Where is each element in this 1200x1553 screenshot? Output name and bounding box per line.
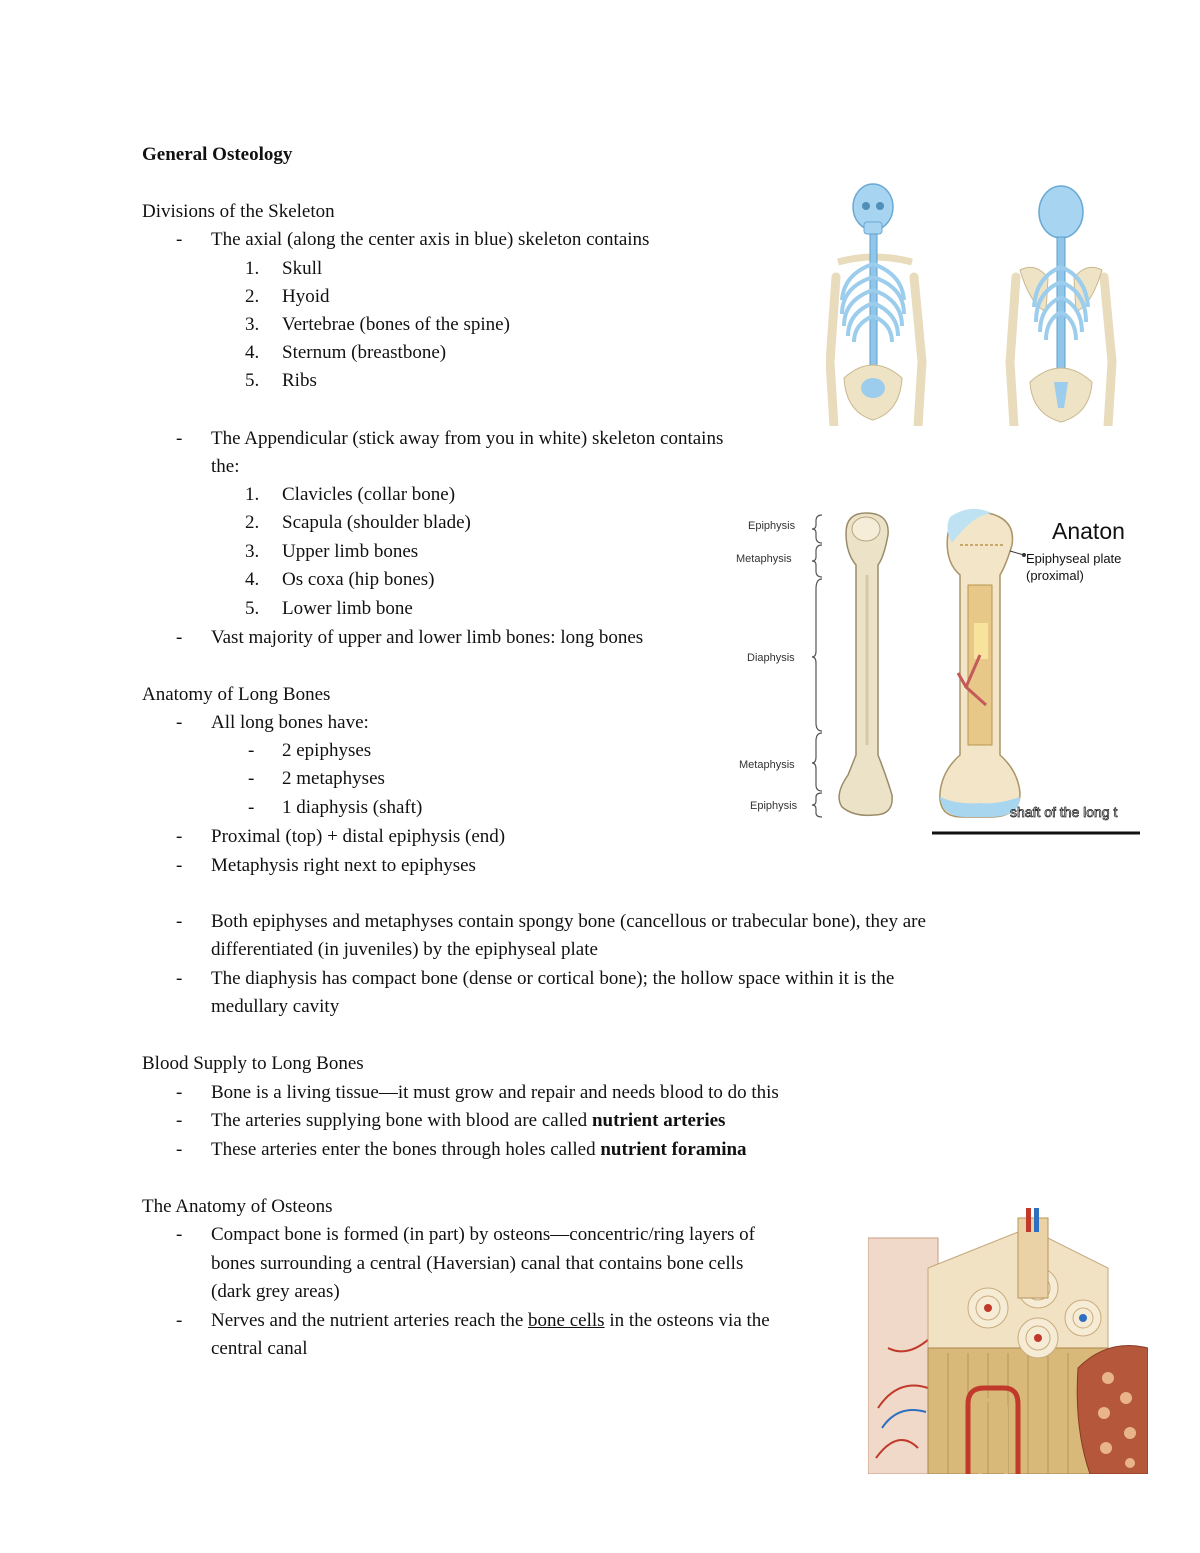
section-heading-divisions: Divisions of the Skeleton [142, 201, 335, 222]
list-number: 3. [245, 314, 260, 335]
figure-title-fragment: Anaton [1052, 518, 1125, 544]
bullet-dash: - [176, 911, 183, 932]
bullet-dash: - [176, 229, 183, 250]
blood-note-foramina: These arteries enter the bones through holes called nutrient foramina [211, 1139, 747, 1160]
humerus-bone [839, 513, 892, 815]
bone-cross-section [940, 509, 1020, 817]
label-epiphyseal-plate: Epiphyseal plate [1026, 551, 1122, 566]
section-heading-osteons: The Anatomy of Osteons [142, 1196, 333, 1217]
long-bones-note: Vast majority of upper and lower limb bones: long bones [211, 627, 644, 648]
list-item: 1 diaphysis (shaft) [282, 797, 423, 818]
list-number: 2. [245, 286, 260, 307]
bullet-dash: - [176, 855, 183, 876]
list-number: 4. [245, 569, 260, 590]
bullet-dash: - [176, 968, 183, 989]
skeleton-back [1010, 186, 1112, 426]
list-number: 2. [245, 512, 260, 533]
label-diaphysis: Diaphysis [747, 652, 795, 664]
osteon-note: Compact bone is formed (in part) by osteons—concentric/ring layers of [211, 1224, 755, 1245]
list-item: Skull [282, 258, 323, 279]
osteon-note-cont: (dark grey areas) [211, 1281, 340, 1302]
list-number: 4. [245, 342, 260, 363]
list-item: Vertebrae (bones of the spine) [282, 314, 510, 335]
list-item: Sternum (breastbone) [282, 342, 447, 363]
axial-intro: The axial (along the center axis in blue) skeleton contains [211, 229, 650, 250]
blood-note-arteries: The arteries supplying bone with blood are called nutrient arteries [211, 1110, 726, 1131]
list-number: 5. [245, 370, 260, 391]
label-plate-proximal: (proximal) [1026, 568, 1084, 583]
skeleton-figure [826, 182, 1120, 426]
compact-note: The diaphysis has compact bone (dense or cortical bone); the hollow space within it is the [211, 968, 895, 989]
term-bone-cells: bone cells [528, 1310, 605, 1331]
bullet-dash: - [176, 1139, 183, 1160]
long-bone-figure [734, 505, 1140, 837]
long-bones-have: All long bones have: [211, 712, 369, 733]
osteon-note-cont: bones surrounding a central (Haversian) canal that contains bone cells [211, 1253, 744, 1274]
label-epiphysis-top: Epiphysis [748, 520, 796, 532]
bullet-dash: - [176, 1110, 183, 1131]
bullet-dash: - [176, 428, 183, 449]
list-item: Os coxa (hip bones) [282, 569, 435, 590]
figure-caption-fragment: shaft of the long t [1010, 804, 1118, 820]
spongy-bone [1077, 1346, 1148, 1475]
list-item: Clavicles (collar bone) [282, 484, 456, 505]
list-item: Scapula (shoulder blade) [282, 512, 471, 533]
list-item: Hyoid [282, 286, 330, 307]
osteon-column [1018, 1218, 1048, 1298]
spongy-note-cont: differentiated (in juveniles) by the epiphyseal plate [211, 939, 598, 960]
skeleton-front [830, 184, 922, 426]
list-item: Upper limb bones [282, 541, 419, 562]
label-epiphysis-bottom: Epiphysis [750, 800, 798, 812]
blood-note-living: Bone is a living tissue—it must grow and repair and needs blood to do this [211, 1082, 779, 1103]
bullet-dash: - [248, 768, 255, 789]
metaphysis-note: Metaphysis right next to epiphyses [211, 855, 476, 876]
section-heading-long-bones: Anatomy of Long Bones [142, 684, 331, 705]
list-item: 2 metaphyses [282, 768, 385, 789]
bullet-dash: - [248, 797, 255, 818]
section-heading-blood: Blood Supply to Long Bones [142, 1053, 364, 1074]
term-nutrient-arteries: nutrient arteries [591, 1110, 726, 1131]
spongy-note: Both epiphyses and metaphyses contain spongy bone (cancellous or trabecular bone), they are [211, 911, 926, 932]
term-nutrient-foramina: nutrient foramina [600, 1139, 747, 1160]
osteon-figure [868, 1208, 1148, 1474]
appendicular-intro: The Appendicular (stick away from you in white) skeleton contains [211, 428, 724, 449]
nerves-note-cont: central canal [211, 1338, 308, 1359]
list-item: 2 epiphyses [282, 740, 372, 761]
compact-note-cont: medullary cavity [211, 996, 340, 1017]
list-number: 3. [245, 541, 260, 562]
list-item: Lower limb bone [282, 598, 413, 619]
list-number: 1. [245, 484, 260, 505]
label-metaphysis-top: Metaphysis [736, 553, 792, 565]
bullet-dash: - [176, 627, 183, 648]
proximal-note: Proximal (top) + distal epiphysis (end) [211, 826, 506, 847]
bullet-dash: - [176, 712, 183, 733]
bullet-dash: - [176, 1224, 183, 1245]
page-title: General Osteology [142, 144, 293, 165]
plate-pointer [1010, 551, 1024, 555]
label-metaphysis-bottom: Metaphysis [739, 759, 795, 771]
list-item: Ribs [282, 370, 317, 391]
list-number: 1. [245, 258, 260, 279]
nerves-note: Nerves and the nutrient arteries reach the bone cells in the osteons via the [211, 1310, 770, 1331]
list-number: 5. [245, 598, 260, 619]
bullet-dash: - [176, 826, 183, 847]
bullet-dash: - [248, 740, 255, 761]
bullet-dash: - [176, 1082, 183, 1103]
appendicular-intro-cont: the: [211, 456, 240, 477]
bullet-dash: - [176, 1310, 183, 1331]
brace-marks [812, 515, 822, 817]
